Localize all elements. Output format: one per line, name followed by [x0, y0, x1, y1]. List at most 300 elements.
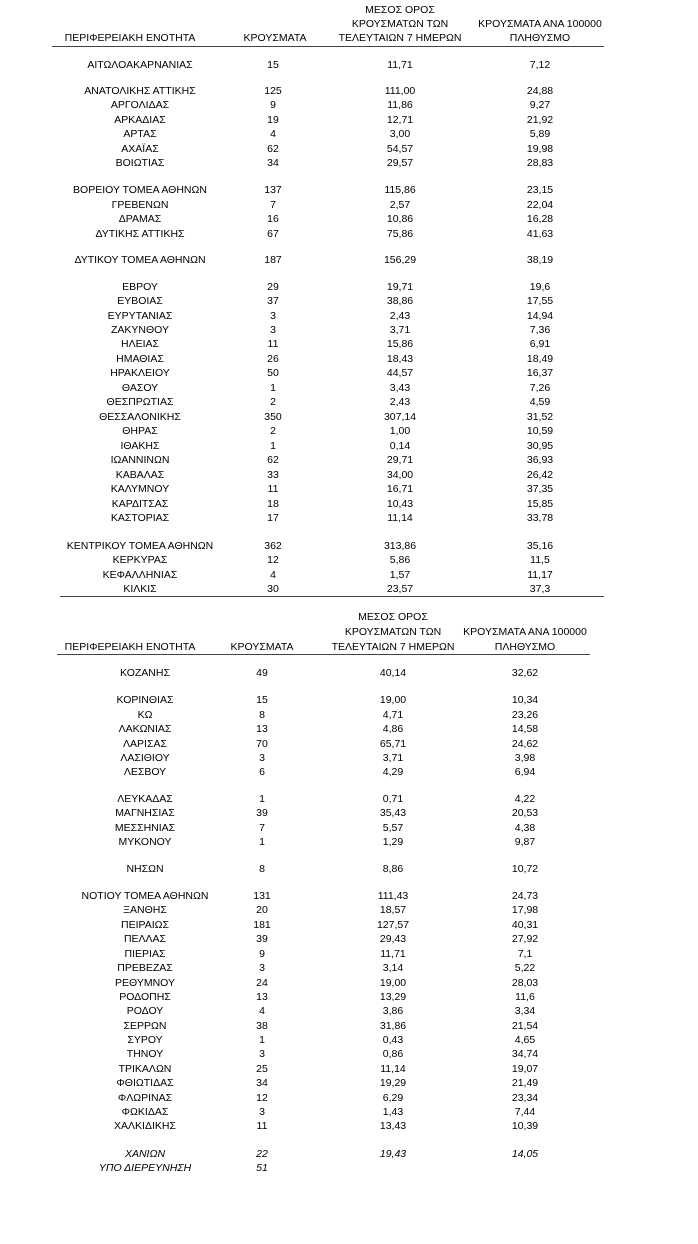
region-cell: ΗΡΑΚΛΕΙΟΥ [110, 367, 170, 379]
region-cell: ΗΜΑΘΙΑΣ [116, 353, 164, 365]
per-100k-cell: 19,07 [511, 1063, 539, 1075]
per-100k-cell: 7,44 [514, 1106, 536, 1118]
per-100k-cell: 40,31 [511, 919, 539, 931]
region-cell: ΚΑΡΔΙΤΣΑΣ [111, 498, 169, 510]
cases-cell: 131 [253, 890, 271, 902]
region-cell: ΝΗΣΩΝ [126, 863, 164, 875]
region-cell: ΑΡΓΟΛΙΔΑΣ [110, 99, 170, 111]
table-bottom-border [60, 596, 604, 597]
header-per100k-line-1: ΚΡΟΥΣΜΑΤΑ ΑΝΑ 100000 [478, 18, 602, 30]
region-cell: ΚΑΛΥΜΝΟΥ [110, 483, 170, 495]
per-100k-cell: 23,26 [511, 709, 539, 721]
avg-7day-cell: 1,57 [389, 569, 411, 581]
avg-7day-cell: 16,71 [386, 483, 414, 495]
region-cell: ΑΙΤΩΛΟΑΚΑΡΝΑΝΙΑΣ [87, 59, 193, 71]
avg-7day-cell: 2,43 [389, 310, 411, 322]
cases-cell: 70 [256, 738, 268, 750]
table-row [0, 889, 698, 903]
avg-7day-cell: 115,86 [384, 184, 416, 196]
table-row [0, 127, 698, 141]
cases-cell: 3 [259, 962, 265, 974]
per-100k-cell: 16,28 [526, 213, 554, 225]
cases-cell: 17 [267, 512, 279, 524]
table-row [0, 1119, 698, 1133]
table-row [0, 722, 698, 736]
table-row [0, 918, 698, 932]
table-row [0, 294, 698, 308]
avg-7day-cell: 5,86 [389, 554, 411, 566]
cases-cell: 25 [256, 1063, 268, 1075]
cases-cell: 7 [270, 199, 276, 211]
avg-7day-cell: 11,71 [387, 59, 413, 71]
per-100k-cell: 16,37 [526, 367, 554, 379]
cases-cell: 38 [256, 1020, 268, 1032]
avg-7day-cell: 29,57 [386, 157, 414, 169]
header-per100k-line-2: ΠΛΗΘΥΣΜΟ [509, 32, 571, 44]
cases-cell: 11 [267, 483, 279, 495]
cases-cell: 6 [259, 766, 265, 778]
per-100k-cell: 31,52 [526, 411, 554, 423]
table-row [0, 666, 698, 680]
region-cell: ΖΑΚΥΝΘΟΥ [110, 324, 169, 336]
table-row [0, 1105, 698, 1119]
cases-cell: 3 [270, 324, 276, 336]
cases-cell: 12 [267, 554, 279, 566]
table-row [0, 323, 698, 337]
table-row [0, 410, 698, 424]
avg-7day-cell: 10,86 [386, 213, 414, 225]
cases-cell: 15 [256, 694, 268, 706]
avg-7day-cell: 127,57 [376, 919, 410, 931]
per-100k-cell: 23,15 [526, 184, 554, 196]
avg-7day-cell: 19,00 [379, 977, 407, 989]
avg-7day-cell: 11,71 [380, 948, 406, 960]
cases-cell: 3 [259, 1048, 265, 1060]
per-100k-cell: 19,98 [526, 143, 554, 155]
avg-7day-cell: 2,57 [389, 199, 411, 211]
cases-cell: 362 [264, 540, 282, 552]
region-cell: ΠΕΛΛΑΣ [123, 933, 167, 945]
region-cell: ΘΗΡΑΣ [122, 425, 158, 437]
per-100k-cell: 20,53 [511, 807, 539, 819]
table-row [0, 737, 698, 751]
table-row [0, 862, 698, 876]
table-row [0, 990, 698, 1004]
avg-7day-cell: 13,29 [379, 991, 407, 1003]
table-row [0, 765, 698, 779]
per-100k-cell: 6,94 [514, 766, 536, 778]
avg-7day-cell: 29,71 [386, 454, 414, 466]
cases-cell: 9 [259, 948, 265, 960]
cases-cell: 34 [256, 1077, 268, 1089]
avg-7day-cell: 0,43 [382, 1034, 404, 1046]
avg-7day-cell: 11,86 [387, 99, 413, 111]
per-100k-cell: 4,22 [514, 793, 536, 805]
header-avg-line-1: ΜΕΣΟΣ ΟΡΟΣ [358, 611, 428, 623]
per-100k-cell: 7,1 [517, 948, 533, 960]
per-100k-cell: 3,34 [514, 1005, 536, 1017]
per-100k-cell: 3,98 [514, 752, 536, 764]
table-row [0, 568, 698, 582]
header-cases: ΚΡΟΥΣΜΑΤΑ [243, 32, 307, 44]
per-100k-cell: 10,72 [511, 863, 539, 875]
avg-7day-cell: 3,86 [382, 1005, 404, 1017]
avg-7day-cell: 1,00 [389, 425, 411, 437]
avg-7day-cell: 18,43 [386, 353, 414, 365]
per-100k-cell: 9,87 [514, 836, 536, 848]
table-row [0, 1004, 698, 1018]
per-100k-cell: 5,22 [514, 962, 536, 974]
region-cell: ΥΠΟ ΔΙΕΡΕΥΝΗΣΗ [98, 1162, 192, 1174]
region-cell: ΚΩ [137, 709, 153, 721]
region-cell: ΦΩΚΙΔΑΣ [121, 1106, 169, 1118]
region-cell: ΦΛΩΡΙΝΑΣ [117, 1092, 173, 1104]
avg-7day-cell: 10,43 [386, 498, 414, 510]
avg-7day-cell: 34,00 [386, 469, 414, 481]
region-cell: ΒΟΙΩΤΙΑΣ [115, 157, 165, 169]
avg-7day-cell: 4,29 [382, 766, 404, 778]
per-100k-cell: 27,92 [511, 933, 539, 945]
avg-7day-cell: 6,29 [382, 1092, 404, 1104]
header-divider [57, 654, 590, 655]
cases-cell: 34 [267, 157, 279, 169]
per-100k-cell: 35,16 [526, 540, 554, 552]
table-row [0, 1047, 698, 1061]
region-cell: ΠΕΙΡΑΙΩΣ [121, 919, 169, 931]
region-cell: ΕΥΡΥΤΑΝΙΑΣ [107, 310, 173, 322]
cases-cell: 18 [267, 498, 279, 510]
table-row [0, 227, 698, 241]
avg-7day-cell: 111,43 [377, 890, 409, 902]
avg-7day-cell: 40,14 [379, 667, 407, 679]
avg-7day-cell: 65,71 [379, 738, 407, 750]
header-region: ΠΕΡΙΦΕΡΕΙΑΚΗ ΕΝΟΤΗΤΑ [64, 32, 196, 44]
avg-7day-cell: 19,29 [379, 1077, 407, 1089]
header-avg-line-1: ΜΕΣΟΣ ΟΡΟΣ [365, 4, 435, 16]
per-100k-cell: 28,83 [526, 157, 554, 169]
per-100k-cell: 10,39 [511, 1120, 539, 1132]
cases-cell: 30 [267, 583, 279, 595]
per-100k-cell: 21,54 [511, 1020, 539, 1032]
region-cell: ΝΟΤΙΟΥ ΤΟΜΕΑ ΑΘΗΝΩΝ [81, 890, 209, 902]
per-100k-cell: 15,85 [526, 498, 554, 510]
avg-7day-cell: 11,14 [380, 1063, 406, 1075]
region-cell: ΕΒΡΟΥ [122, 281, 158, 293]
region-cell: ΚΕΝΤΡΙΚΟΥ ΤΟΜΕΑ ΑΘΗΝΩΝ [66, 540, 214, 552]
table-row [0, 183, 698, 197]
per-100k-cell: 11,6 [515, 991, 535, 1003]
per-100k-cell: 6,91 [529, 338, 551, 350]
per-100k-cell: 28,03 [511, 977, 539, 989]
region-cell: ΠΡΕΒΕΖΑΣ [117, 962, 173, 974]
avg-7day-cell: 4,86 [382, 723, 404, 735]
avg-7day-cell: 156,29 [383, 254, 417, 266]
region-cell: ΦΘΙΩΤΙΔΑΣ [116, 1077, 174, 1089]
cases-cell: 62 [267, 143, 279, 155]
per-100k-cell: 11,17 [527, 569, 553, 581]
per-100k-cell: 23,34 [511, 1092, 539, 1104]
cases-cell: 49 [256, 667, 268, 679]
table-row [0, 792, 698, 806]
avg-7day-cell: 13,43 [379, 1120, 407, 1132]
per-100k-cell: 4,59 [529, 396, 551, 408]
region-cell: ΛΑΣΙΘΙΟΥ [120, 752, 170, 764]
cases-cell: 181 [253, 919, 271, 931]
per-100k-cell: 14,94 [526, 310, 554, 322]
avg-7day-cell: 1,29 [382, 836, 404, 848]
region-cell: ΒΟΡΕΙΟΥ ΤΟΜΕΑ ΑΘΗΝΩΝ [73, 184, 207, 196]
avg-7day-cell: 0,86 [382, 1048, 404, 1060]
table-row [0, 84, 698, 98]
region-cell: ΚΟΡΙΝΘΙΑΣ [116, 694, 174, 706]
table-row [0, 806, 698, 820]
region-cell: ΛΑΡΙΣΑΣ [123, 738, 167, 750]
region-cell: ΠΙΕΡΙΑΣ [124, 948, 166, 960]
avg-7day-cell: 0,71 [382, 793, 404, 805]
cases-cell: 20 [256, 904, 268, 916]
table-row [0, 497, 698, 511]
cases-cell: 24 [256, 977, 268, 989]
avg-7day-cell: 18,57 [379, 904, 407, 916]
table-row [0, 1091, 698, 1105]
per-100k-cell: 17,98 [511, 904, 539, 916]
cases-cell: 2 [270, 396, 276, 408]
table-row [0, 381, 698, 395]
per-100k-cell: 10,34 [511, 694, 539, 706]
table-row [0, 468, 698, 482]
cases-cell: 125 [264, 85, 282, 97]
table-row [0, 453, 698, 467]
table-row [0, 366, 698, 380]
avg-7day-cell: 3,71 [389, 324, 411, 336]
region-cell: ΣΕΡΡΩΝ [123, 1020, 167, 1032]
avg-7day-cell: 313,86 [383, 540, 417, 552]
cases-cell: 26 [267, 353, 279, 365]
region-cell: ΡΟΔΟΥ [126, 1005, 164, 1017]
avg-7day-cell: 307,14 [383, 411, 417, 423]
table-row [0, 708, 698, 722]
cases-cell: 11 [256, 1120, 268, 1132]
cases-cell: 16 [267, 213, 279, 225]
region-cell: ΣΥΡΟΥ [127, 1034, 163, 1046]
cases-cell: 22 [256, 1148, 268, 1160]
cases-cell: 1 [259, 836, 265, 848]
per-100k-cell: 33,78 [526, 512, 554, 524]
cases-cell: 50 [267, 367, 279, 379]
per-100k-cell: 32,62 [511, 667, 539, 679]
table-row [0, 1076, 698, 1090]
region-cell: ΔΥΤΙΚΗΣ ΑΤΤΙΚΗΣ [95, 228, 185, 240]
per-100k-cell: 10,59 [526, 425, 554, 437]
per-100k-cell: 11,5 [530, 554, 550, 566]
per-100k-cell: 34,74 [511, 1048, 539, 1060]
cases-cell: 3 [259, 1106, 265, 1118]
region-cell: ΚΕΦΑΛΛΗΝΙΑΣ [102, 569, 178, 581]
region-cell: ΛΑΚΩΝΙΑΣ [118, 723, 172, 735]
table-row [0, 821, 698, 835]
region-cell: ΔΡΑΜΑΣ [118, 213, 162, 225]
table-row [0, 1161, 698, 1175]
header-per100k-line-1: ΚΡΟΥΣΜΑΤΑ ΑΝΑ 100000 [463, 626, 587, 638]
table-row [0, 511, 698, 525]
cases-cell: 137 [264, 184, 282, 196]
region-cell: ΚΑΒΑΛΑΣ [115, 469, 165, 481]
table-row [0, 903, 698, 917]
region-cell: ΗΛΕΙΑΣ [120, 338, 159, 350]
avg-7day-cell: 8,86 [382, 863, 404, 875]
cases-cell: 187 [264, 254, 282, 266]
cases-cell: 39 [256, 807, 268, 819]
table-row [0, 142, 698, 156]
cases-cell: 11 [267, 338, 279, 350]
per-100k-cell: 4,38 [514, 822, 536, 834]
table-row [0, 439, 698, 453]
avg-7day-cell: 12,71 [386, 114, 414, 126]
per-100k-cell: 17,55 [526, 295, 554, 307]
region-cell: ΤΗΝΟΥ [126, 1048, 164, 1060]
table-row [0, 1033, 698, 1047]
header-avg-line-2: ΚΡΟΥΣΜΑΤΩΝ ΤΩΝ [344, 626, 442, 638]
region-cell: ΘΑΣΟΥ [121, 382, 159, 394]
cases-cell: 39 [256, 933, 268, 945]
region-cell: ΜΑΓΝΗΣΙΑΣ [115, 807, 175, 819]
region-cell: ΧΑΛΚΙΔΙΚΗΣ [114, 1120, 176, 1132]
avg-7day-cell: 3,14 [382, 962, 404, 974]
table-row [0, 1019, 698, 1033]
table-row [0, 553, 698, 567]
table-row [0, 156, 698, 170]
per-100k-cell: 38,19 [526, 254, 554, 266]
per-100k-cell: 21,92 [526, 114, 554, 126]
avg-7day-cell: 54,57 [386, 143, 414, 155]
cases-cell: 9 [270, 99, 276, 111]
region-cell: ΑΡΤΑΣ [123, 128, 157, 140]
region-cell: ΑΝΑΤΟΛΙΚΗΣ ΑΤΤΙΚΗΣ [84, 85, 196, 97]
header-avg-line-3: ΤΕΛΕΥΤΑΙΩΝ 7 ΗΜΕΡΩΝ [338, 32, 462, 44]
avg-7day-cell: 3,71 [382, 752, 404, 764]
cases-cell: 1 [270, 440, 276, 452]
cases-cell: 37 [267, 295, 279, 307]
region-cell: ΙΩΑΝΝΙΝΩΝ [110, 454, 170, 466]
region-cell: ΜΥΚΟΝΟΥ [118, 836, 172, 848]
per-100k-cell: 30,95 [526, 440, 554, 452]
per-100k-cell: 37,3 [529, 583, 551, 595]
cases-cell: 29 [267, 281, 279, 293]
cases-cell: 13 [256, 991, 268, 1003]
region-cell: ΡΟΔΟΠΗΣ [119, 991, 171, 1003]
per-100k-cell: 37,35 [526, 483, 554, 495]
cases-cell: 33 [267, 469, 279, 481]
table-row [0, 253, 698, 267]
per-100k-cell: 18,49 [526, 353, 554, 365]
table-row [0, 212, 698, 226]
per-100k-cell: 9,27 [529, 99, 551, 111]
region-cell: ΚΙΛΚΙΣ [123, 583, 157, 595]
per-100k-cell: 22,04 [526, 199, 554, 211]
per-100k-cell: 26,42 [526, 469, 554, 481]
table-row [0, 947, 698, 961]
per-100k-cell: 41,63 [526, 228, 554, 240]
region-cell: ΑΡΚΑΔΙΑΣ [114, 114, 166, 126]
avg-7day-cell: 3,00 [389, 128, 411, 140]
cases-cell: 67 [267, 228, 279, 240]
table-row [0, 395, 698, 409]
region-cell: ΙΘΑΚΗΣ [120, 440, 160, 452]
header-region: ΠΕΡΙΦΕΡΕΙΑΚΗ ΕΝΟΤΗΤΑ [64, 641, 196, 653]
cases-cell: 3 [270, 310, 276, 322]
region-cell: ΛΕΣΒΟΥ [123, 766, 167, 778]
per-100k-cell: 4,65 [514, 1034, 536, 1046]
cases-cell: 1 [259, 793, 265, 805]
avg-7day-cell: 19,71 [386, 281, 414, 293]
cases-cell: 2 [270, 425, 276, 437]
per-100k-cell: 36,93 [526, 454, 554, 466]
cases-cell: 3 [259, 752, 265, 764]
region-cell: ΜΕΣΣΗΝΙΑΣ [114, 822, 176, 834]
header-divider [52, 46, 604, 47]
per-100k-cell: 7,26 [529, 382, 551, 394]
avg-7day-cell: 44,57 [386, 367, 414, 379]
table-row [0, 976, 698, 990]
region-cell: ΞΑΝΘΗΣ [123, 904, 167, 916]
per-100k-cell: 24,73 [511, 890, 539, 902]
header-avg-line-3: ΤΕΛΕΥΤΑΙΩΝ 7 ΗΜΕΡΩΝ [331, 641, 455, 653]
region-cell: ΛΕΥΚΑΔΑΣ [117, 793, 173, 805]
header-cases: ΚΡΟΥΣΜΑΤΑ [230, 641, 294, 653]
region-cell: ΘΕΣΣΑΛΟΝΙΚΗΣ [99, 411, 181, 423]
per-100k-cell: 7,12 [529, 59, 551, 71]
cases-cell: 12 [256, 1092, 268, 1104]
cases-cell: 4 [270, 569, 276, 581]
cases-cell: 350 [264, 411, 282, 423]
avg-7day-cell: 15,86 [386, 338, 414, 350]
region-cell: ΚΑΣΤΟΡΙΑΣ [110, 512, 170, 524]
table-row [0, 582, 698, 596]
region-cell: ΔΥΤΙΚΟΥ ΤΟΜΕΑ ΑΘΗΝΩΝ [74, 254, 206, 266]
avg-7day-cell: 35,43 [379, 807, 407, 819]
table-row [0, 58, 698, 72]
table-row [0, 961, 698, 975]
cases-cell: 13 [256, 723, 268, 735]
avg-7day-cell: 75,86 [386, 228, 414, 240]
table-row [0, 1062, 698, 1076]
table-row [0, 198, 698, 212]
region-cell: ΧΑΝΙΩΝ [124, 1148, 166, 1160]
per-100k-cell: 19,6 [529, 281, 551, 293]
avg-7day-cell: 19,43 [379, 1148, 407, 1160]
cases-cell: 4 [259, 1005, 265, 1017]
cases-cell: 8 [259, 709, 265, 721]
cases-cell: 8 [259, 863, 265, 875]
cases-cell: 1 [259, 1034, 265, 1046]
header-per100k-line-2: ΠΛΗΘΥΣΜΟ [494, 641, 556, 653]
table-row [0, 280, 698, 294]
table-row [0, 352, 698, 366]
per-100k-cell: 21,49 [511, 1077, 539, 1089]
cases-cell: 62 [267, 454, 279, 466]
region-cell: ΓΡΕΒΕΝΩΝ [111, 199, 169, 211]
table-row [0, 337, 698, 351]
avg-7day-cell: 31,86 [379, 1020, 407, 1032]
avg-7day-cell: 38,86 [386, 295, 414, 307]
avg-7day-cell: 19,00 [379, 694, 407, 706]
per-100k-cell: 14,05 [511, 1148, 539, 1160]
region-cell: ΕΥΒΟΙΑΣ [117, 295, 163, 307]
region-cell: ΡΕΘΥΜΝΟΥ [114, 977, 175, 989]
cases-cell: 19 [267, 114, 279, 126]
table-row [0, 835, 698, 849]
header-avg-line-2: ΚΡΟΥΣΜΑΤΩΝ ΤΩΝ [351, 18, 449, 30]
